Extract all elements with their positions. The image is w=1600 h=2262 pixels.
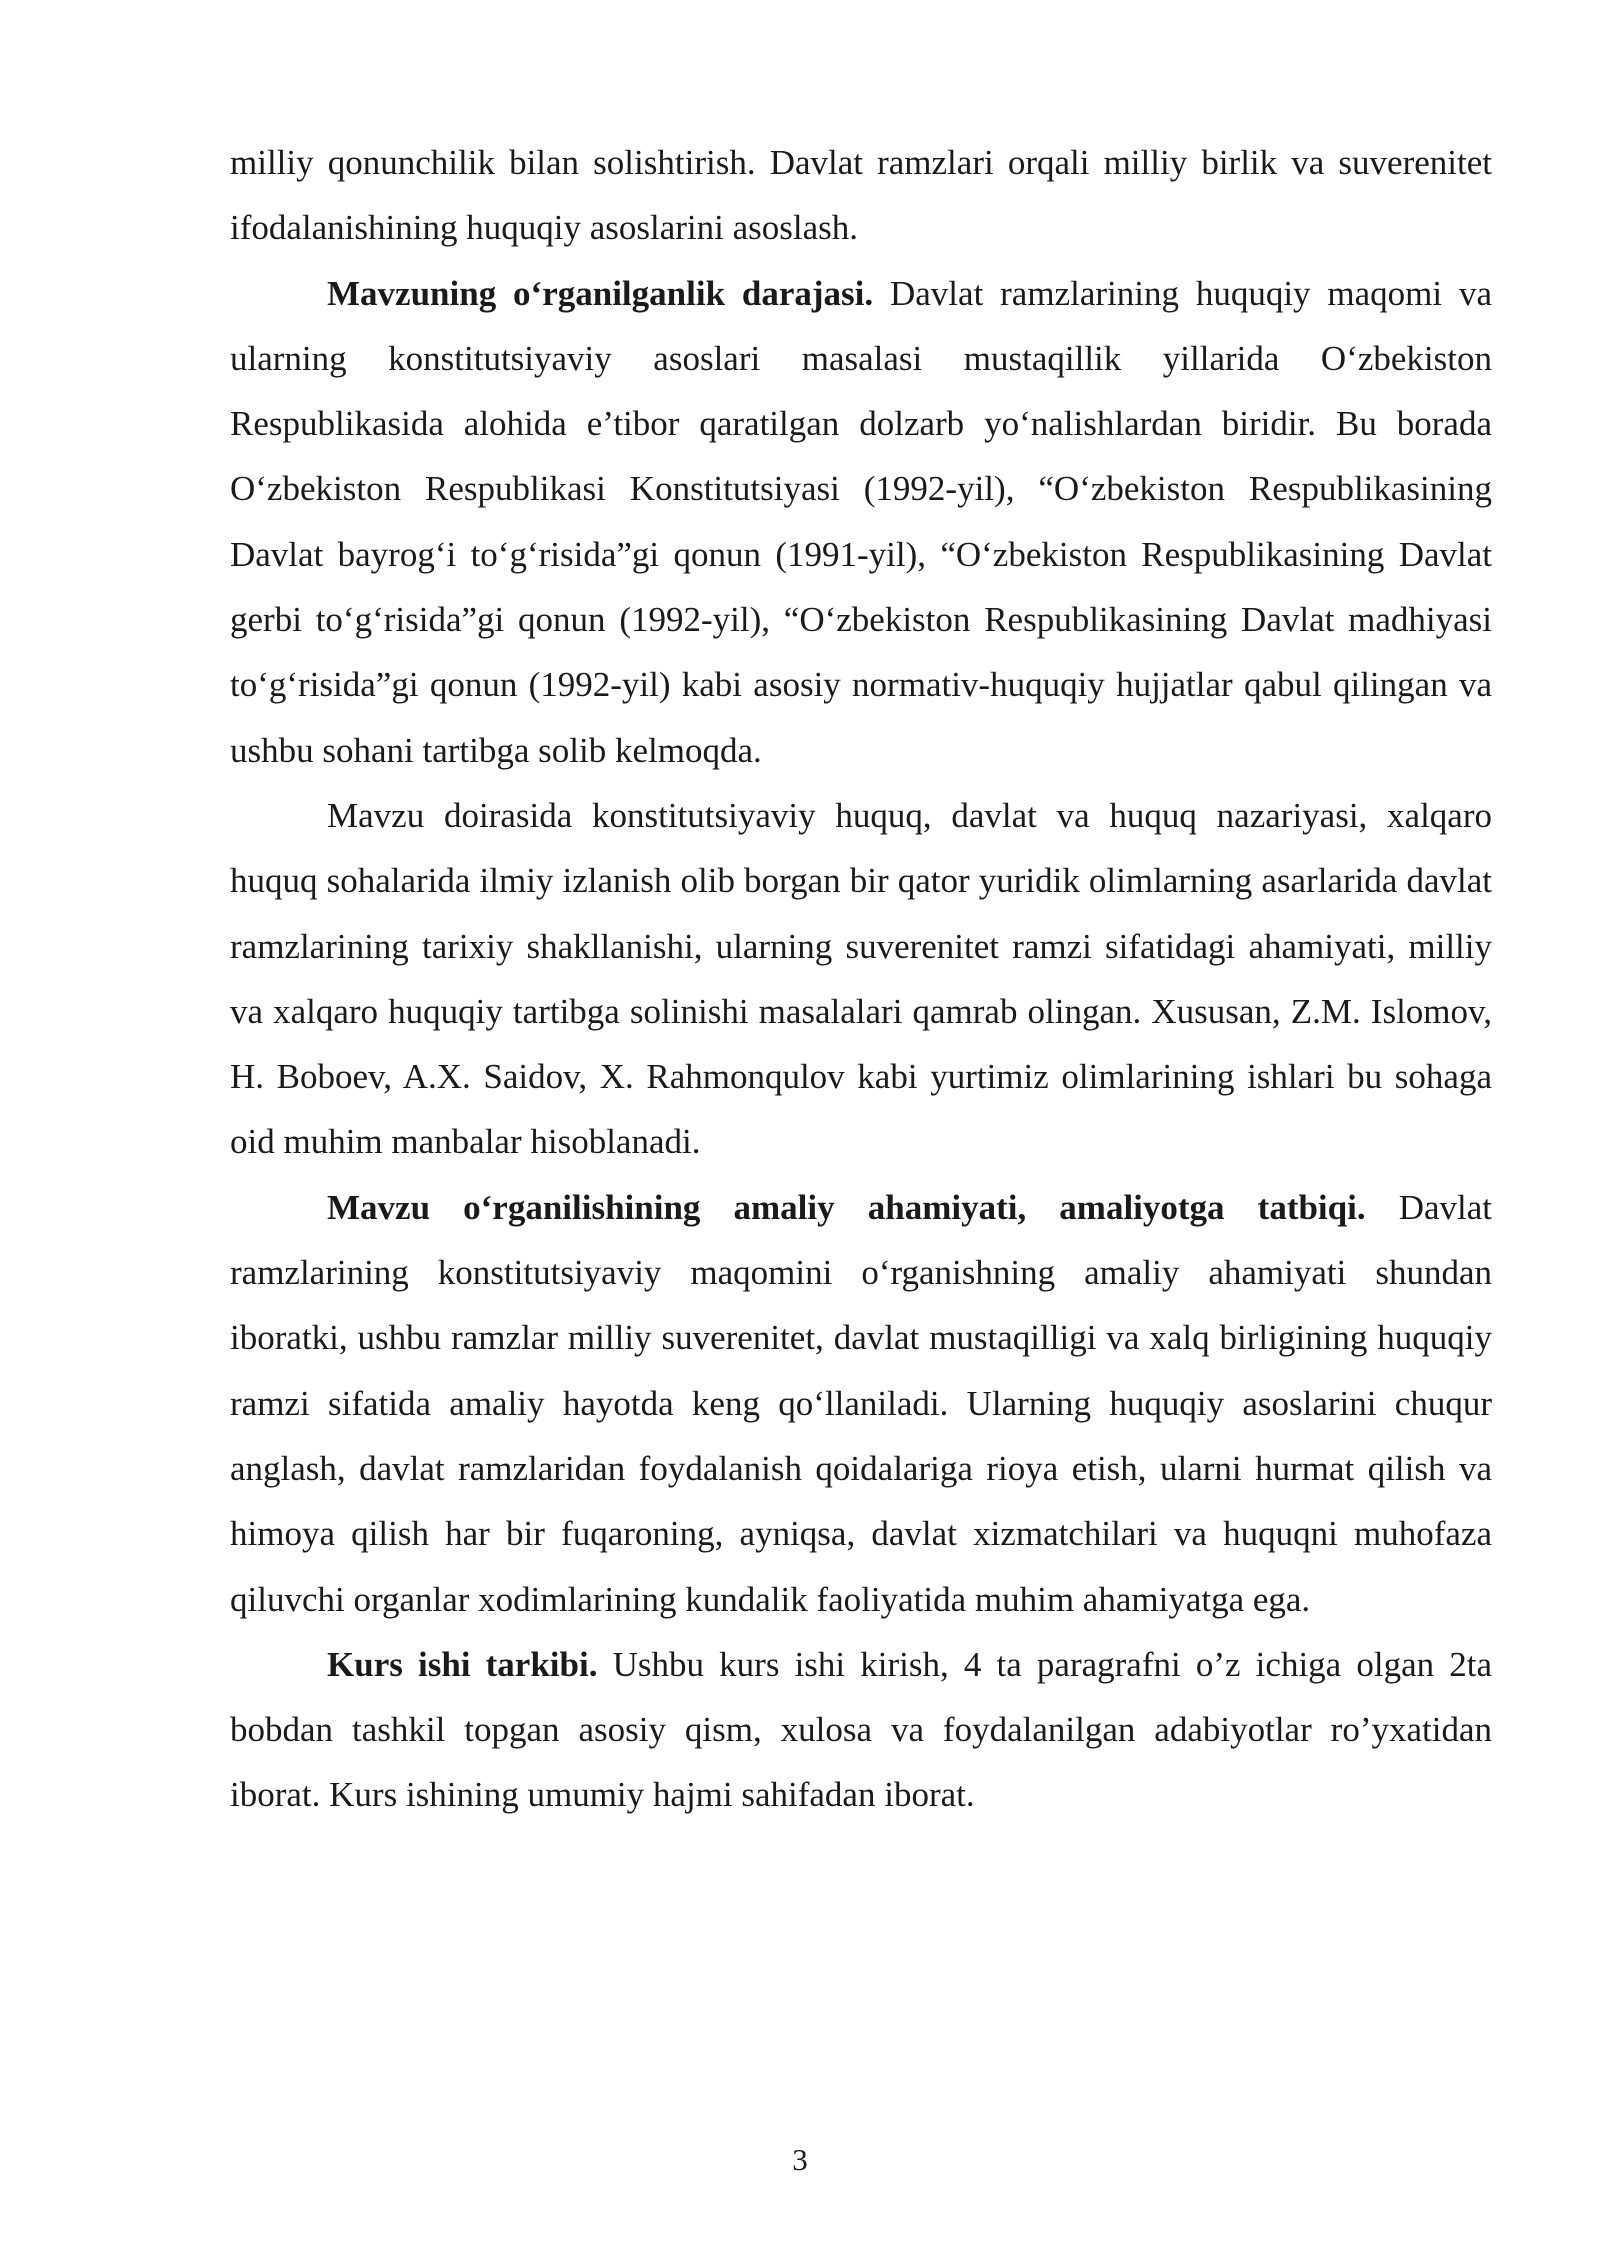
paragraph-text: milliy qonunchilik bilan solishtirish. Davlat ramzlari orqali milliy birlik va suverenitet ifodalanishining huquqiy asoslarini asoslash. [230, 143, 1492, 248]
paragraph-text: Davlat ramzlarining huquqiy maqomi va ularning konstitutsiyaviy asoslari masalasi mustaqillik yillarida O‘zbekiston Respublikasida alohida e’tibor qaratilgan dolzarb yo‘nalishlardan biridir. Bu borada O‘zbekiston Respublikasi Konstitutsiyasi (1992-yil), “O‘zbekiston Respublikasining Davlat bayrog‘i to‘g‘risida”gi qonun (1991-yil), “O‘zbekiston Respublikasining Davlat gerbi to‘g‘risida”gi qonun (1992-yil), “O‘zbekiston Respublikasining Davlat madhiyasi to‘g‘risida”gi qonun (1992-yil) kabi asosiy normativ-huquqiy hujjatlar qabul qilingan va ushbu sohani tartibga solib kelmoqda. [230, 273, 1492, 770]
paragraph-text: Davlat ramzlarining konstitutsiyaviy maqomini o‘rganishning amaliy ahamiyati shundan iboratki, ushbu ramzlar milliy suverenitet, davlat mustaqilligi va xalq birligining huquqiy ramzi sifatida amaliy hayotda keng qo‘llaniladi. Ularning huquqiy asoslarini chuqur anglash, davlat ramzlaridan foydalanish qoidalariga rioya etish, ularni hurmat qilish va himoya qilish har bir fuqaroning, ayniqsa, davlat xizmatchilari va huquqni muhofaza qiluvchi organlar xodimlarining kundalik faoliyatida muhim ahamiyatga ega. [230, 1187, 1493, 1619]
section-heading: Mavzuning o‘rganilganlik darajasi. [327, 273, 874, 313]
paragraph-practical-significance [230, 1175, 1492, 1632]
paragraph-structure [230, 1632, 1492, 1828]
paragraph-study-level [230, 261, 1492, 783]
section-heading: Mavzu o‘rganilishining amaliy ahamiyati, amaliyotga tatbiqi. [327, 1187, 1366, 1227]
paragraph-continuation [230, 130, 1492, 261]
paragraph-text: Ushbu kurs ishi kirish, 4 ta paragrafni o’z ichiga olgan 2ta bobdan tashkil topgan asosiy qism, xulosa va foydalanilgan adabiyotlar ro’yxatidan iborat. Kurs ishining umumiy hajmi sahifadan iborat. [230, 1644, 1492, 1815]
page-number: 3 [792, 2142, 808, 2177]
paragraph-text: Mavzu doirasida konstitutsiyaviy huquq, davlat va huquq nazariyasi, xalqaro huquq sohalarida ilmiy izlanish olib borgan bir qator yuridik olimlarning asarlarida davlat ramzlarining tarixiy shakllanishi, ularning suverenitet ramzi sifatidagi ahamiyati, milliy va xalqaro huquqiy tartibga solinishi masalalari qamrab olingan. Xususan, Z.M. Islomov, H. Boboev, A.X. Saidov, X. Rahmonqulov kabi yurtimiz olimlarining ishlari bu sohaga oid muhim manbalar hisoblanadi. [230, 795, 1492, 1162]
page-body [230, 130, 1492, 1828]
paragraph-scholars [230, 783, 1492, 1175]
section-heading: Kurs ishi tarkibi. [327, 1644, 598, 1684]
